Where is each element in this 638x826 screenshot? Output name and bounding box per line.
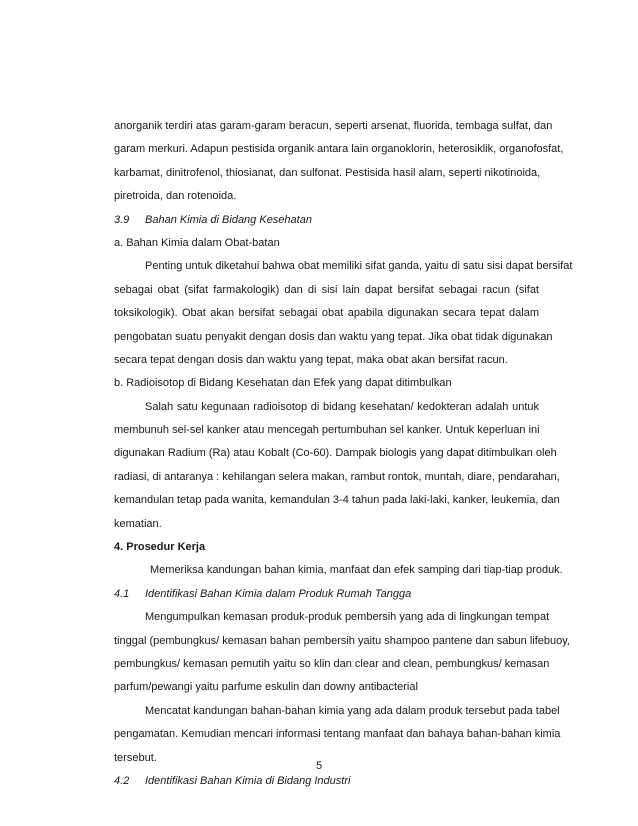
subheading-b: b. Radioisotop di Bidang Kesehatan dan Efek yang dapat ditimbulkan [114, 377, 452, 390]
text-line: tersebut. [114, 751, 157, 764]
text-line: secara tepat dengan dosis dan waktu yang tepat, maka obat akan bersifat racun. [114, 353, 508, 366]
text-line: Mencatat kandungan bahan-bahan kimia yang ada dalam produk tersebut pada tabel [145, 704, 560, 717]
section-heading-4: 4. Prosedur Kerja [114, 541, 206, 554]
section-heading-4-1 [114, 583, 539, 606]
text-line: toksikologik). Obat akan bersifat sebagai obat apabila digunakan secara tepat dalam [114, 307, 539, 320]
text-line: garam merkuri. Adapun pestisida organik antara lain organoklorin, heterosiklik, organofosfat, [114, 143, 564, 156]
text-line: pembungkus/ kemasan pemutih yaitu so klin dan clear and clean, pembungkus/ kemasan [114, 657, 550, 670]
section-title: Bahan Kimia di Bidang Kesehatan [145, 213, 312, 226]
text-line: anorganik terdiri atas garam-garam beracun, seperti arsenat, fluorida, tembaga sulfat, dan [114, 120, 553, 132]
text-line: Memeriksa kandungan bahan kimia, manfaat dan efek samping dari tiap-tiap produk. [150, 564, 563, 577]
page-number: 5 [315, 760, 323, 772]
text-line: kematian. [114, 517, 162, 530]
text-line: sebagai obat (sifat farmakologik) dan di sisi lain dapat bersifat sebagai racun (sifat [114, 283, 539, 296]
text-line: Mengumpulkan kemasan produk-produk pembersih yang ada di lingkungan tempat [145, 611, 550, 624]
section-title: Identifikasi Bahan Kimia di Bidang Industri [145, 774, 351, 787]
page-body [114, 115, 573, 793]
text-line: kemandulan tetap pada wanita, kemandulan 3-4 tahun pada laki-laki, kanker, leukemia, dan [114, 494, 560, 507]
section-number: 3.9 [114, 213, 130, 226]
text-line: parfum/pewangi yaitu parfume eskulin dan downy antibacterial [114, 681, 418, 694]
section-heading-4-2 [114, 770, 539, 793]
subheading-a: a. Bahan Kimia dalam Obat-batan [114, 236, 280, 249]
text-line: pengobatan suatu penyakit dengan dosis dan waktu yang tepat. Jika obat tidak digunakan [114, 330, 553, 343]
text-line: membunuh sel-sel kanker atau mencegah pertumbuhan sel kanker. Untuk keperluan ini [114, 424, 540, 437]
section-title: Identifikasi Bahan Kimia dalam Produk Rumah Tangga [145, 587, 412, 600]
section-number: 4.1 [114, 587, 130, 600]
section-number: 4.2 [114, 774, 130, 787]
text-line: karbamat, dinitrofenol, thiosianat, dan sulfonat. Pestisida hasil alam, seperti nikotinoida, [114, 166, 541, 179]
text-line: radiasi, di antaranya : kehilangan selera makan, rambut rontok, muntah, diare, pendarahan, [114, 470, 560, 483]
section-heading-3-9 [114, 209, 539, 232]
text-line: Salah satu kegunaan radioisotop di bidang kesehatan/ kedokteran adalah untuk [145, 400, 539, 413]
text-line: piretroida, dan rotenoida. [114, 190, 237, 203]
text-line: digunakan Radium (Ra) atau Kobalt (Co-60). Dampak biologis yang dapat ditimbulkan oleh [114, 447, 557, 460]
text-line: Penting untuk diketahui bahwa obat memiliki sifat ganda, yaitu di satu sisi dapat bersifat [145, 260, 573, 273]
text-line: tinggal (pembungkus/ kemasan bahan pembersih yaitu shampoo pantene dan sabun lifebuoy, [114, 634, 570, 647]
text-line: pengamatan. Kemudian mencari informasi tentang manfaat dan bahaya bahan-bahan kimia [114, 728, 561, 741]
